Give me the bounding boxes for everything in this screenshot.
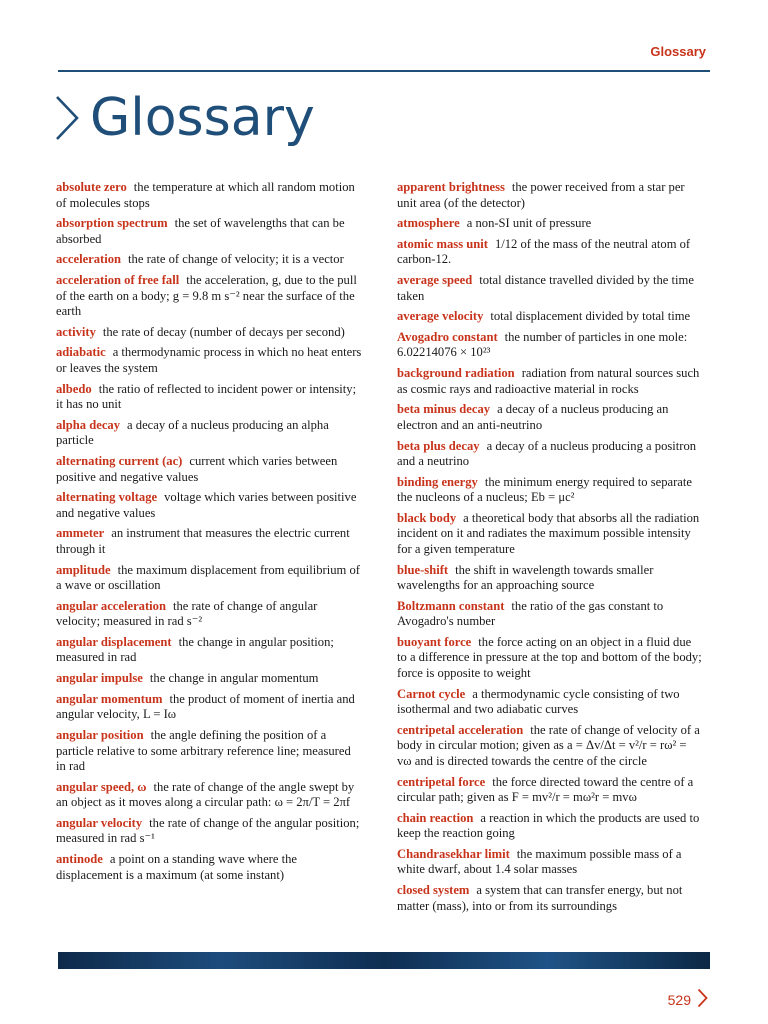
glossary-definition: the force acting on an object in a fluid due to a difference in pressure at the top and bottom of the body; force is opposite to weight xyxy=(397,634,702,680)
glossary-entry xyxy=(397,811,703,842)
glossary-definition: a system that can transfer energy, but not matter (mass), into or from its surroundings xyxy=(397,883,683,913)
glossary-definition: a thermodynamic process in which no heat enters or leaves the system xyxy=(56,345,362,375)
glossary-definition: a decay of a nucleus producing a positron and a neutrino xyxy=(397,438,697,468)
glossary-entry xyxy=(56,635,362,666)
glossary-column-right xyxy=(397,180,703,919)
glossary-term: acceleration of free fall xyxy=(56,273,180,288)
glossary-definition: 1/12 of the mass of the neutral atom of carbon-12. xyxy=(397,236,691,267)
page-number-text: 529 xyxy=(667,991,691,1008)
glossary-entry xyxy=(56,526,362,557)
glossary-term: black body xyxy=(397,510,457,525)
glossary-term: beta plus decay xyxy=(397,438,480,453)
glossary-column-left xyxy=(56,180,362,888)
glossary-term: blue-shift xyxy=(397,562,449,577)
glossary-term: Chandrasekhar limit xyxy=(397,846,510,861)
glossary-entry xyxy=(56,728,362,775)
glossary-definition: voltage which varies between positive and negative values xyxy=(56,490,357,520)
glossary-entry xyxy=(56,816,362,847)
glossary-definition: the force directed toward the centre of a circular path; given as F = mv²/r = mω²r = mvω xyxy=(397,774,694,804)
glossary-definition: the angle defining the position of a particle relative to some arbitrary reference line; measured in rad xyxy=(56,728,351,773)
glossary-term: activity xyxy=(56,324,96,339)
glossary-entry xyxy=(56,180,362,211)
glossary-term: alpha decay xyxy=(56,417,121,432)
glossary-definition: the ratio of the gas constant to Avogadro's number xyxy=(397,598,664,629)
glossary-term: average velocity xyxy=(397,309,484,324)
glossary-term: buoyant force xyxy=(397,634,472,649)
glossary-definition: the rate of change of the angular position; measured in rad s⁻¹ xyxy=(56,815,360,846)
glossary-definition: the change in angular momentum xyxy=(149,671,319,686)
page-number xyxy=(668,988,708,1011)
glossary-definition: a decay of a nucleus producing an alpha particle xyxy=(56,417,329,448)
glossary-definition: the change in angular position; measured in rad xyxy=(56,634,334,665)
glossary-entry xyxy=(397,883,703,914)
glossary-definition: the acceleration, g, due to the pull of the earth on a body; g = 9.8 m s⁻² near the surface of the earth xyxy=(56,273,357,319)
glossary-definition: current which varies between positive and negative values xyxy=(56,454,338,484)
glossary-definition: the rate of decay (number of decays per second) xyxy=(102,324,345,339)
glossary-term: closed system xyxy=(397,883,470,898)
glossary-term: ammeter xyxy=(56,526,105,541)
glossary-definition: a reaction in which the products are used to keep the reaction going xyxy=(397,810,700,841)
glossary-entry xyxy=(397,273,703,304)
glossary-entry xyxy=(397,366,703,397)
glossary-definition: the maximum possible mass of a white dwarf, about 1.4 solar masses xyxy=(397,846,682,877)
page-title-text: Glossary xyxy=(90,88,315,148)
glossary-term: Boltzmann constant xyxy=(397,598,505,613)
glossary-entry xyxy=(397,775,703,806)
glossary-definition: the maximum displacement from equilibrium of a wave or oscillation xyxy=(56,562,360,593)
glossary-entry xyxy=(397,687,703,718)
glossary-definition: a decay of a nucleus producing an electron and an anti-neutrino xyxy=(397,402,669,432)
glossary-definition: the power received from a star per unit area (of the detector) xyxy=(397,180,685,210)
glossary-entry xyxy=(56,780,362,811)
glossary-term: absorption spectrum xyxy=(56,216,168,231)
glossary-definition: a theoretical body that absorbs all the radiation incident on it and radiates the maximum possible intensity for a given temperature xyxy=(397,510,700,556)
chevron-right-icon xyxy=(697,988,708,1011)
glossary-definition: the rate of change of the angle swept by an object as it moves along a circular path: ω = 2π/T = 2πf xyxy=(56,779,355,810)
page-title xyxy=(54,88,315,148)
glossary-entry xyxy=(56,273,362,320)
glossary-term: alternating current (ac) xyxy=(56,454,183,468)
glossary-entry xyxy=(56,454,362,485)
glossary-entry xyxy=(397,563,703,594)
glossary-term: adiabatic xyxy=(56,345,106,360)
glossary-entry xyxy=(56,490,362,521)
glossary-definition: a thermodynamic cycle consisting of two isothermal and two adiabatic curves xyxy=(397,686,680,717)
glossary-entry xyxy=(397,402,703,433)
glossary-term: amplitude xyxy=(56,562,111,577)
glossary-definition: the shift in wavelength towards smaller wavelengths for an approaching source xyxy=(397,562,654,593)
glossary-entry xyxy=(56,563,362,594)
glossary-term: atmosphere xyxy=(397,216,460,231)
glossary-entry xyxy=(397,723,703,770)
glossary-term: angular impulse xyxy=(56,671,143,686)
glossary-entry xyxy=(397,847,703,878)
glossary-entry xyxy=(397,599,703,630)
glossary-term: centripetal acceleration xyxy=(397,722,524,737)
glossary-definition: the rate of change of angular velocity; measured in rad s⁻² xyxy=(56,598,318,629)
glossary-entry xyxy=(397,475,703,506)
glossary-definition: the temperature at which all random motion of molecules stops xyxy=(56,180,355,210)
glossary-entry xyxy=(397,180,703,211)
glossary-definition: the ratio of reflected to incident power or intensity; it has no unit xyxy=(56,381,357,412)
glossary-term: chain reaction xyxy=(397,810,474,825)
glossary-definition: total distance travelled divided by the time taken xyxy=(397,273,694,303)
glossary-term: angular displacement xyxy=(56,634,172,649)
glossary-entry xyxy=(56,692,362,723)
glossary-definition: the rate of change of velocity; it is a vector xyxy=(128,252,344,267)
glossary-term: angular acceleration xyxy=(56,598,166,613)
glossary-definition: an instrument that measures the electric current through it xyxy=(56,526,350,556)
glossary-term: angular speed, ω xyxy=(56,779,147,794)
glossary-entry xyxy=(56,345,362,376)
glossary-term: centripetal force xyxy=(397,774,486,789)
glossary-term: Avogadro constant xyxy=(397,329,498,344)
glossary-definition: total displacement divided by total time xyxy=(490,309,691,324)
glossary-entry xyxy=(56,252,362,268)
glossary-term: angular momentum xyxy=(56,691,163,706)
glossary-entry xyxy=(397,309,703,325)
chevron-right-icon xyxy=(54,94,80,142)
glossary-definition: a point on a standing wave where the displacement is a maximum (at some instant) xyxy=(56,852,297,882)
glossary-term: antinode xyxy=(56,852,103,867)
glossary-definition: a non-SI unit of pressure xyxy=(466,216,592,231)
glossary-term: background radiation xyxy=(397,366,515,381)
glossary-term: absolute zero xyxy=(56,180,127,194)
glossary-term: binding energy xyxy=(397,474,478,489)
glossary-term: acceleration xyxy=(56,252,122,267)
glossary-entry xyxy=(397,216,703,232)
glossary-entry xyxy=(397,511,703,558)
glossary-term: albedo xyxy=(56,381,92,396)
footer-band xyxy=(58,952,710,969)
glossary-entry xyxy=(397,635,703,682)
glossary-entry xyxy=(397,330,703,361)
running-head: Glossary xyxy=(650,44,706,59)
glossary-entry xyxy=(56,671,362,687)
glossary-term: atomic mass unit xyxy=(397,236,488,251)
glossary-entry xyxy=(56,852,362,883)
glossary-entry xyxy=(397,237,703,268)
glossary-term: beta minus decay xyxy=(397,402,491,417)
glossary-term: alternating voltage xyxy=(56,490,158,505)
glossary-definition: the rate of change of velocity of a body in circular motion; given as a = Δv/Δt = v²/r = rω² = vω and is directed towards the centre of the circle xyxy=(397,722,700,768)
glossary-term: angular position xyxy=(56,728,144,742)
header-rule xyxy=(58,70,710,72)
glossary-definition: the set of wavelengths that can be absorbed xyxy=(56,216,345,246)
glossary-term: average speed xyxy=(397,273,473,288)
glossary-entry xyxy=(56,325,362,341)
glossary-entry xyxy=(56,216,362,247)
glossary-term: apparent brightness xyxy=(397,180,505,194)
glossary-term: Carnot cycle xyxy=(397,686,466,701)
glossary-definition: the minimum energy required to separate the nucleons of a nucleus; Eb = μc² xyxy=(397,474,692,505)
glossary-entry xyxy=(56,382,362,413)
glossary-entry xyxy=(56,418,362,449)
glossary-definition: the number of particles in one mole: 6.02214076 × 10²³ xyxy=(397,329,688,360)
glossary-term: angular velocity xyxy=(56,815,143,830)
glossary-definition: the product of moment of inertia and angular velocity, L = Iω xyxy=(56,691,355,722)
glossary-definition: radiation from natural sources such as cosmic rays and radioactive material in rocks xyxy=(397,366,700,396)
glossary-entry xyxy=(397,439,703,470)
glossary-entry xyxy=(56,599,362,630)
